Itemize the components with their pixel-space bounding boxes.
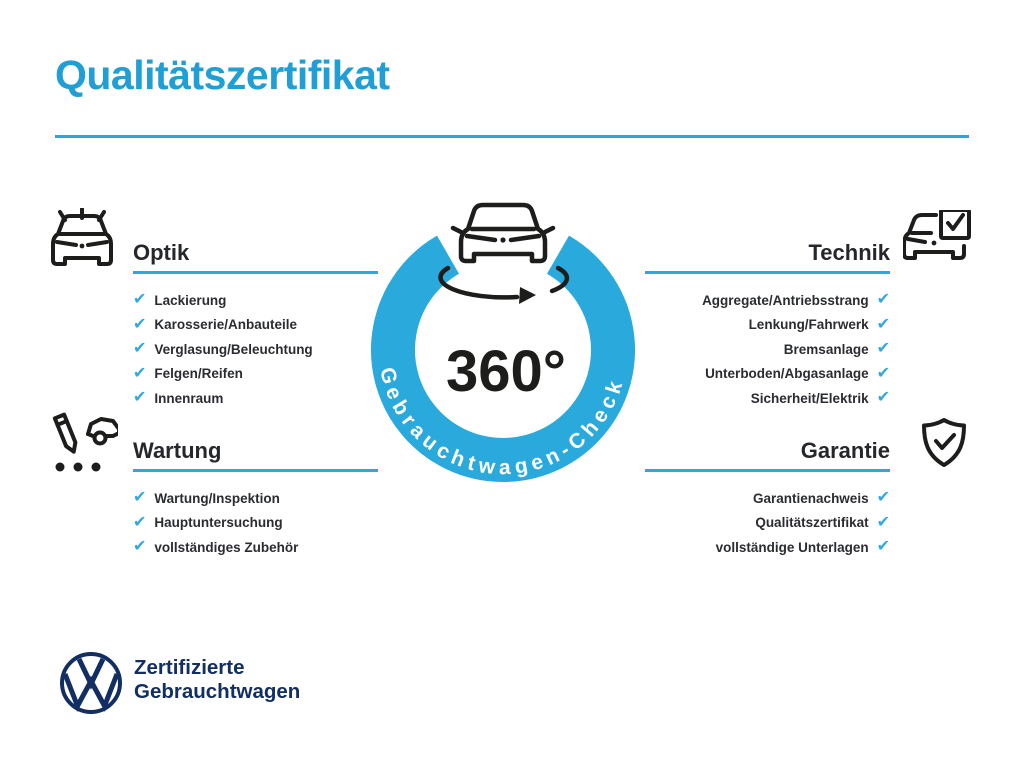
- check-icon: ✔: [876, 536, 890, 556]
- check-item-label: Unterboden/Abgasanlage: [705, 366, 869, 382]
- check-icon: ✔: [876, 487, 890, 507]
- check-item: [645, 386, 890, 411]
- check-item: [645, 511, 890, 536]
- shield-check-icon: [916, 416, 972, 476]
- brand-claim: [134, 656, 300, 704]
- check-item-label: Hauptuntersuchung: [154, 515, 283, 531]
- checklist-technik: [645, 288, 890, 411]
- checklist-garantie: [645, 486, 890, 560]
- ring-label: Gebrauchtwagen-Check: [375, 365, 629, 480]
- service-note-icon: [42, 406, 118, 474]
- center-360-badge: [330, 160, 676, 515]
- page-title: Qualitätszertifikat: [55, 52, 390, 98]
- check-item: [645, 337, 890, 362]
- check-item-label: Garantienachweis: [753, 490, 869, 506]
- check-item: [645, 313, 890, 338]
- check-item: [645, 288, 890, 313]
- check-item-label: Lenkung/Fahrwerk: [748, 317, 869, 333]
- section-title-garantie: Garantie: [800, 438, 890, 463]
- section-title-technik: Technik: [808, 240, 890, 265]
- check-icon: ✔: [133, 536, 147, 556]
- check-icon: ✔: [133, 387, 147, 407]
- title-divider: [55, 135, 969, 138]
- check-item-label: Felgen/Reifen: [154, 366, 243, 382]
- degree-value: 360°: [446, 339, 566, 404]
- section-garantie: [645, 438, 890, 560]
- section-divider: [645, 271, 890, 274]
- check-item-label: Aggregate/Antriebsstrang: [702, 292, 869, 308]
- check-item: [645, 535, 890, 560]
- section-title-wartung: Wartung: [133, 438, 222, 463]
- check-icon: ✔: [133, 289, 147, 309]
- check-item-label: Lackierung: [154, 292, 227, 308]
- vw-logo: [58, 650, 124, 721]
- check-item-label: Innenraum: [154, 390, 224, 406]
- section-technik: [645, 240, 890, 411]
- section-title-optik: Optik: [133, 240, 190, 265]
- check-item: [645, 362, 890, 387]
- car-checkbox-icon: [903, 210, 977, 280]
- check-item-label: Sicherheit/Elektrik: [750, 390, 869, 406]
- check-item: [645, 486, 890, 511]
- check-item: [133, 535, 378, 560]
- check-icon: ✔: [133, 313, 147, 333]
- check-icon: ✔: [133, 362, 147, 382]
- check-icon: ✔: [133, 511, 147, 531]
- check-icon: ✔: [133, 338, 147, 358]
- car-shine-icon: [44, 208, 120, 284]
- check-item-label: Verglasung/Beleuchtung: [154, 341, 313, 357]
- check-icon: ✔: [876, 387, 890, 407]
- check-icon: ✔: [876, 289, 890, 309]
- car-front-rotate-icon: [441, 205, 567, 304]
- check-item-label: Karosserie/Anbauteile: [154, 317, 297, 333]
- section-divider: [645, 469, 890, 472]
- check-icon: ✔: [876, 511, 890, 531]
- check-item-label: Qualitätszertifikat: [755, 515, 869, 531]
- check-item-label: vollständiges Zubehör: [154, 539, 299, 555]
- check-icon: ✔: [876, 313, 890, 333]
- check-icon: ✔: [133, 487, 147, 507]
- check-icon: ✔: [876, 362, 890, 382]
- brand-claim-line2: Gebrauchtwagen: [134, 680, 301, 703]
- check-item-label: Wartung/Inspektion: [154, 490, 280, 506]
- check-icon: ✔: [876, 338, 890, 358]
- check-item-label: Bremsanlage: [783, 341, 869, 357]
- check-item-label: vollständige Unterlagen: [715, 539, 869, 555]
- brand-claim-line1: Zertifizierte: [134, 656, 245, 679]
